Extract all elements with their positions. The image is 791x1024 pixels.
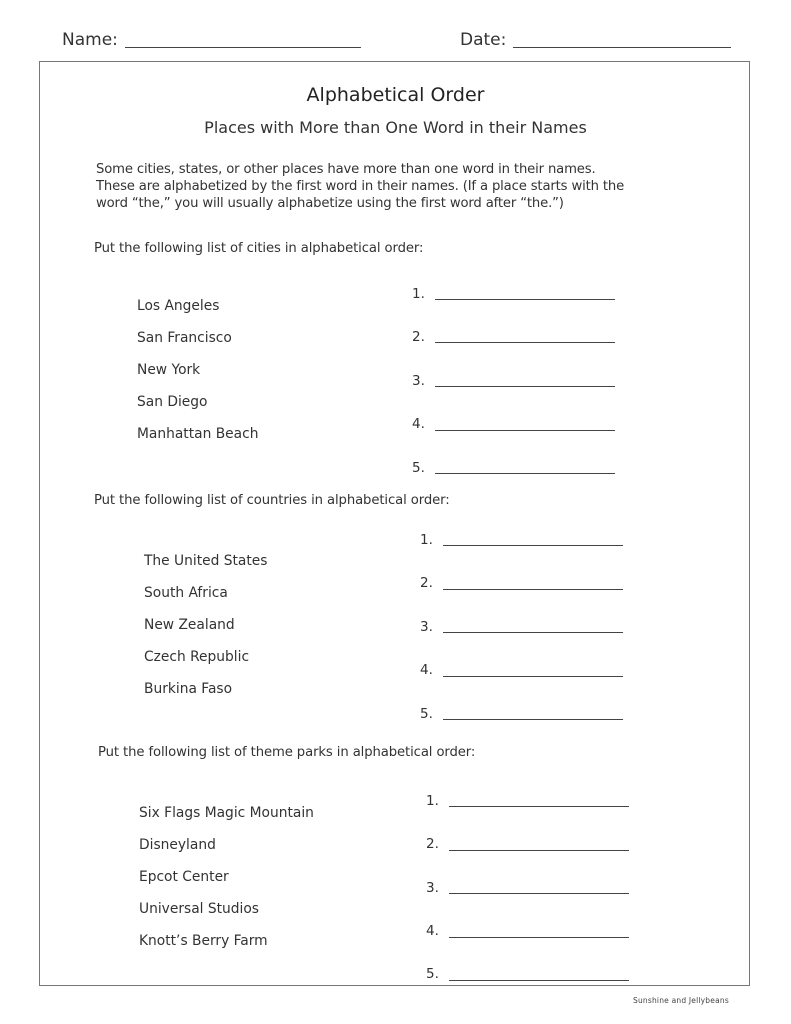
word-item: Burkina Faso xyxy=(144,681,233,697)
answer-line[interactable] xyxy=(449,850,629,851)
answer-number: 5. xyxy=(420,706,433,722)
word-item: San Francisco xyxy=(137,330,232,346)
word-item: South Africa xyxy=(144,585,228,601)
answer-number: 4. xyxy=(426,923,439,939)
answer-number: 3. xyxy=(412,373,425,389)
answer-line[interactable] xyxy=(435,386,615,387)
answer-number: 4. xyxy=(412,416,425,432)
answer-line[interactable] xyxy=(435,473,615,474)
answer-number: 5. xyxy=(426,966,439,982)
answer-number: 1. xyxy=(412,286,425,302)
worksheet-subtitle: Places with More than One Word in their Names xyxy=(204,118,587,137)
intro-paragraph xyxy=(96,161,736,212)
section-instruction-countries: Put the following list of countries in alphabetical order: xyxy=(94,493,450,508)
answer-line[interactable] xyxy=(449,806,629,807)
word-item: Manhattan Beach xyxy=(137,426,259,442)
word-item: Knott’s Berry Farm xyxy=(139,933,268,949)
answer-number: 2. xyxy=(412,329,425,345)
word-item: San Diego xyxy=(137,394,208,410)
answer-number: 2. xyxy=(420,575,433,591)
answer-number: 1. xyxy=(420,532,433,548)
answer-number: 3. xyxy=(426,880,439,896)
answer-line[interactable] xyxy=(443,632,623,633)
answer-line[interactable] xyxy=(449,980,629,981)
name-field[interactable] xyxy=(125,47,361,48)
intro-line: Some cities, states, or other places have more than one word in their names. xyxy=(96,162,596,177)
word-item: New Zealand xyxy=(144,617,235,633)
answer-line[interactable] xyxy=(443,589,623,590)
answer-line[interactable] xyxy=(435,299,615,300)
answer-line[interactable] xyxy=(443,676,623,677)
date-label: Date: xyxy=(460,30,507,50)
answer-line[interactable] xyxy=(443,545,623,546)
intro-line: These are alphabetized by the first word in their names. (If a place starts with the xyxy=(96,179,625,194)
answer-number: 1. xyxy=(426,793,439,809)
section-instruction-theme-parks: Put the following list of theme parks in alphabetical order: xyxy=(98,745,476,760)
word-item: Los Angeles xyxy=(137,298,220,314)
word-item: New York xyxy=(137,362,201,378)
answer-line[interactable] xyxy=(443,719,623,720)
word-item: Disneyland xyxy=(139,837,216,853)
word-item: Universal Studios xyxy=(139,901,259,917)
answer-line[interactable] xyxy=(435,430,615,431)
section-instruction-cities: Put the following list of cities in alphabetical order: xyxy=(94,241,424,256)
answer-number: 4. xyxy=(420,662,433,678)
footer-credit: Sunshine and Jellybeans xyxy=(633,996,729,1005)
answer-number: 5. xyxy=(412,460,425,476)
answer-number: 3. xyxy=(420,619,433,635)
answer-line[interactable] xyxy=(435,342,615,343)
word-item: Six Flags Magic Mountain xyxy=(139,805,314,821)
word-item: Epcot Center xyxy=(139,869,229,885)
worksheet-title: Alphabetical Order xyxy=(306,84,485,106)
date-field[interactable] xyxy=(513,47,731,48)
answer-line[interactable] xyxy=(449,893,629,894)
intro-line: word “the,” you will usually alphabetize using the first word after “the.”) xyxy=(96,196,564,211)
word-item: The United States xyxy=(144,553,268,569)
answer-line[interactable] xyxy=(449,937,629,938)
answer-number: 2. xyxy=(426,836,439,852)
name-label: Name: xyxy=(62,30,118,50)
word-item: Czech Republic xyxy=(144,649,250,665)
